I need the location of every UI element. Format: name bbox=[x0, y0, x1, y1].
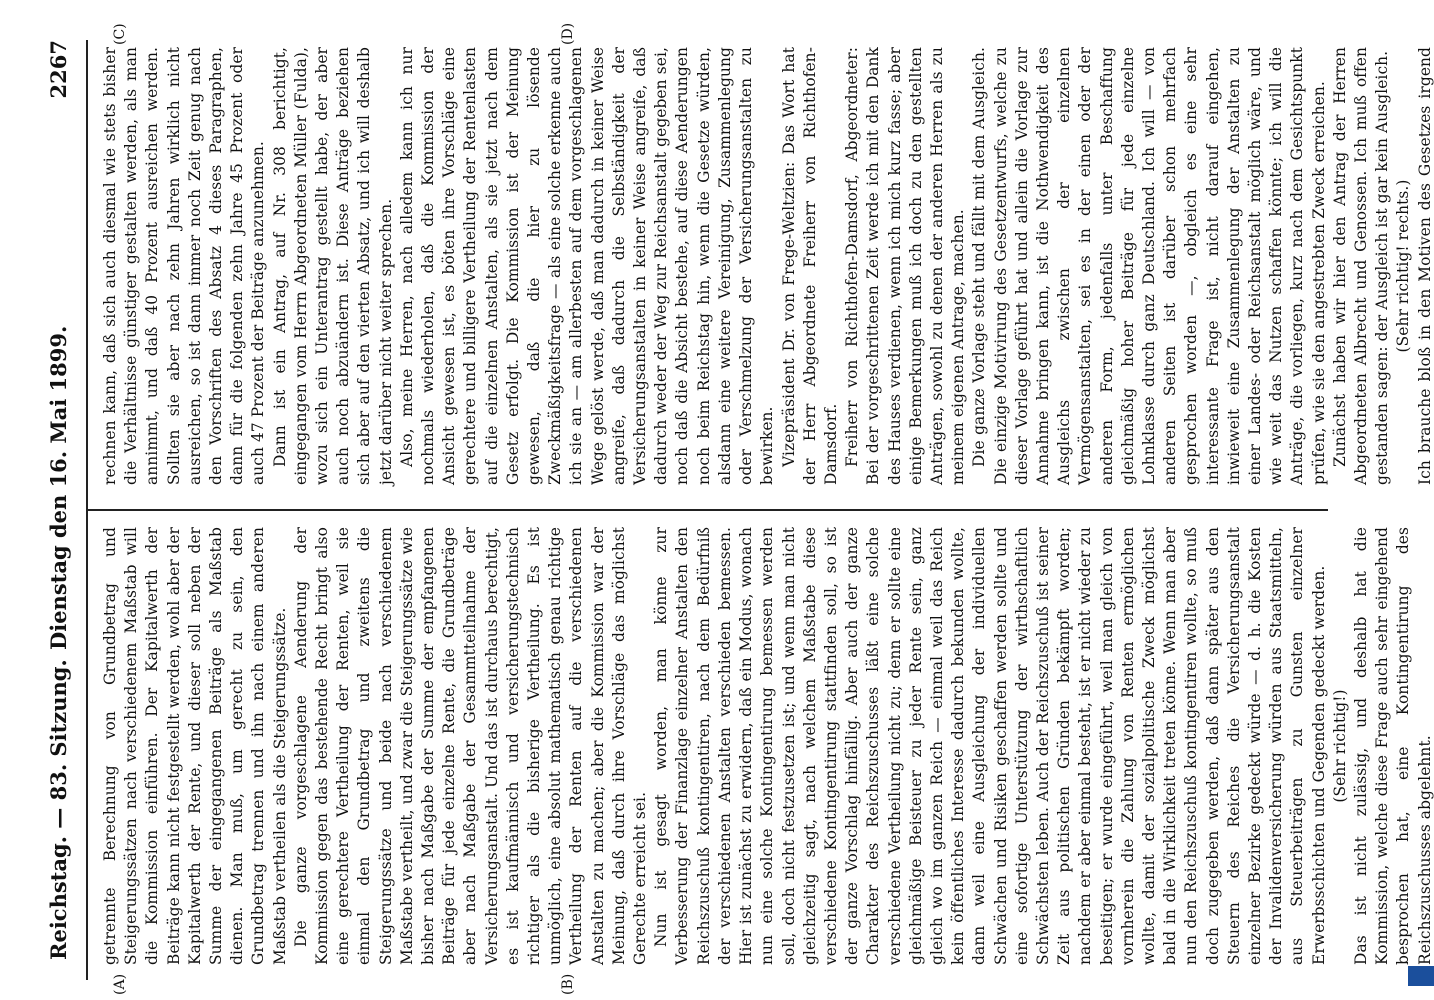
paragraph: rechnen kann, daß sich auch diesmal wie stets bisher die Verhältnisse günstiger gestalten werden, als man annimmt, und daß 40 Prozent ausreichen werden. Sollten sie aber nach zehn Jahren wirklich nicht ausreichen, so ist dann immer noch Zeit genug nach den Vorschriften des Absatz 4 dieses Paragraphen, dann für die folgenden zehn Jahre 45 Prozent oder auch 47 Prozent der Beiträge anzunehmen. bbox=[101, 47, 268, 485]
margin-mark-d: (D) bbox=[560, 22, 576, 45]
paragraph: Das ist nicht zulässig, und deshalb hat die Kommission, welche diese Frage auch sehr eingehend besprochen hat, eine Kontingentirung des Reichszuschusses abgelehnt. bbox=[1351, 527, 1434, 965]
paragraph: getrennte Berechnung von Grundbetrag und Steigerungssätzen nach verschiedenem Maßstab will die Kommission einführen. Der Kapitalwerth der Beiträge kann nicht festgestellt werden, wohl aber der Kapitalwerth der Rente, und dieser soll neben der Summe der eingegangenen Beiträge als Maßstab dienen. Man muß, um gerecht zu sein, den Grundbetrag trennen und ihn nach einem anderen Maßstab vertheilen als die Steigerungssätze. bbox=[101, 527, 289, 965]
header-date: Dienstag den 16. Mai 1899. bbox=[46, 325, 71, 650]
paragraph: Die ganze vorgeschlagene Aenderung der Kommission gegen das bestehende Recht bringt also eine gerechtere Vertheilung der Renten, weil sie einmal den Grundbetrag und zweitens die Steigerungssätze und beide nach verschiedenem Maßstabe vertheilt, und zwar die Steigerungssätze wie bisher nach Maßgabe der Summe der empfangenen Beiträge für jede einzelne Rente, die Grundbeträge aber nach Maßgabe der Gesammtteilnahme der Versicherungsanstalt. Und das ist durchaus berechtigt, es ist kaufmännisch und versicherungstechnisch richtiger als die bisherige Vertheilung. Es ist unmöglich, eine absolut mathematisch genau richtige Vertheilung der Renten auf die verschiedenen Anstalten zu machen; aber die Kommission war der Meinung, daß durch ihre Vorschläge das möglichst Gerechte erreicht sei. bbox=[291, 527, 650, 965]
speaker-paragraph: Freiherr von Richthofen-Damsdorf, Abgeordneter: Bei der vorgeschrittenen Zeit werde ich mit den Dank des Hauses verdienen, wenn ich mich kurz fasse; aber einige Bemerkungen muß ich doch zu den gestellten Anträgen, sowohl zu denen der anderen Herren als zu meinem eigenen Antrage, machen. bbox=[843, 47, 968, 485]
interjection: (Sehr richtig!) bbox=[1330, 689, 1349, 803]
paragraph: Dann ist ein Antrag, auf Nr. 308 berichtigt, eingegangen vom Herrn Abgeordneten Müller (Fulda), wozu sich ein Unterantrag gestellt habe, der aber auch noch abzuändern ist. Diese Anträge beziehen sich aber auf den vierten Absatz, und ich will deshalb jetzt darüber nicht weiter sprechen. bbox=[270, 47, 395, 485]
paragraph: Also, meine Herren, nach alledem kann ich nur nochmals wiederholen, daß die Kommission der Ansicht gewesen ist, es böten ihre Vorschläge eine gerechtere und billigere Vertheilung der Rentenlasten auf die einzelnen Anstalten, als sie jetzt nach dem Gesetz erfolgt. Die Kommission ist der Meinung gewesen, daß die hier zu lösende Zweckmäßigkeitsfrage — als eine solche erkenne auch ich sie an — am allerbesten auf dem vorgeschlagenen Wege gelöst werde, daß man dadurch in keiner Weise angreife, daß dadurch die Selbständigkeit der Versicherungsanstalten in keiner Weise angreife, daß dadurch weder der Weg zur Reichsanstalt gegeben sei, noch daß die Absicht bestehe, auf diese Aenderungen noch beim Reichstag hin, wenn die Gesetze würden, alsdann eine weitere Vereinigung, Zusammenlegung oder Verschmelzung der Versicherungsanstalten zu bewirken. bbox=[397, 47, 777, 485]
margin-mark-b: (B) bbox=[560, 973, 576, 995]
rotated-page bbox=[0, 20, 1434, 1000]
dfg-logo bbox=[1408, 966, 1434, 986]
left-column bbox=[100, 527, 1434, 965]
paragraph: Nun ist gesagt worden, man könne zur Verbesserung der Finanzlage einzelner Anstalten den Reichszuschuß kontingentiren, nach dem Bedürfniß der verschiedenen Anstalten verschieden bemessen. Hier ist zunächst zu erwidern, daß ein Modus, wonach nun eine solche Kontingentirung bemessen werden soll, doch nicht festzusetzen ist; und wenn man nicht gleichzeitig sagt, nach welchem Maßstabe diese verschiedene Kontingentirung stattfinden soll, so ist der ganze Vorschlag hinfällig. Aber auch der ganze Charakter des Reichszuschusses läßt eine solche verschiedene Vertheilung nicht zu; denn er sollte eine gleichmäßige Beisteuer zu jeder Rente sein, ganz gleich wo im ganzen Reich — einmal weil das Reich kein öffentliches Interesse dadurch bekunden wollte, dann weil eine Ausgleichung der individuellen Schwächen und Risiken geschaffen werden sollte und eine sofortige Unterstützung der wirthschaftlich Schwächsten leben. Auch der Reichszuschuß ist seiner Zeit aus politischen Gründen bekämpft worden; nachdem er aber einmal besteht, ist er nicht wieder zu beseitigen; er wurde eingeführt, weil man gleich von vornherein die Zahlung von Renten ermöglichen wollte, damit der sozialpolitische Zweck möglichst bald in die Wirklichkeit treten könne. Wenn man aber nun den Reichszuschuß kontingentiren wollte, so muß doch zugegeben werden, daß dann später aus den Steuern des Reiches die Versicherungsanstalt einzelner Bezirke gedeckt würde — d. h. die Kosten der Invalidenversicherung würden aus Staatsmitteln, aus Steuerbeiträgen zu Gunsten einzelner Erwerbsschichten und Gegenden gedeckt werden. bbox=[652, 527, 1328, 965]
paragraph: Die ganze Vorlage steht und fällt mit dem Ausgleich. Die einzige Motivirung des Gesetzentwurfs, welche zu dieser Vorlage geführt hat und allein die Vorlage zur Annahme bringen kann, ist die Nothwendigkeit des Ausgleichs zwischen der einzelnen Vermögensanstalten, sei es in der einen oder der anderen Form, jedenfalls unter Beschaffung gleichmäßig hoher Beiträge für jede einzelne Lohnklasse durch ganz Deutschland. Ich will — von anderen Seiten ist darüber schon mehrfach gesprochen worden —, obgleich es eine sehr interessante Frage ist, nicht darauf eingehen, inwieweit eine Zusammenlegung der Anstalten zu einer Landes- oder Reichsanstalt möglich wäre, und wie weit das Nutzen schaffen könnte; ich will die Anträge, die vorliegen, kurz nach dem Gesichtspunkt prüfen, wie sie den angestrebten Zweck erreichen. bbox=[970, 47, 1328, 485]
margin-mark-c: (C) bbox=[112, 23, 128, 45]
column-divider bbox=[88, 509, 1328, 511]
paragraph: Zunächst haben wir hier den Antrag der Herren Abgeordneten Albrecht und Genossen. Ich muß offen gestanden sagen: der Ausgleich ist gar kein Ausgleich. bbox=[1330, 47, 1392, 485]
speaker-paragraph: Vizepräsident Dr. von Frege-Weltzien: Das Wort hat der Herr Abgeordnete Freiherr von Richthofen-Damsdorf. bbox=[779, 47, 840, 485]
paragraph: Ich brauche bloß in den Motiven des Gesetzes irgend bbox=[1415, 47, 1434, 485]
interjection: (Sehr richtig! rechts.) bbox=[1394, 179, 1413, 353]
header-left-title: Reichstag. — 83. Sitzung. bbox=[46, 659, 71, 960]
page-header bbox=[40, 40, 80, 980]
margin-mark-a: (A) bbox=[112, 973, 128, 995]
page-number: 2267 bbox=[46, 40, 71, 99]
digitization-credit bbox=[1414, 10, 1434, 990]
right-column bbox=[100, 47, 1434, 485]
